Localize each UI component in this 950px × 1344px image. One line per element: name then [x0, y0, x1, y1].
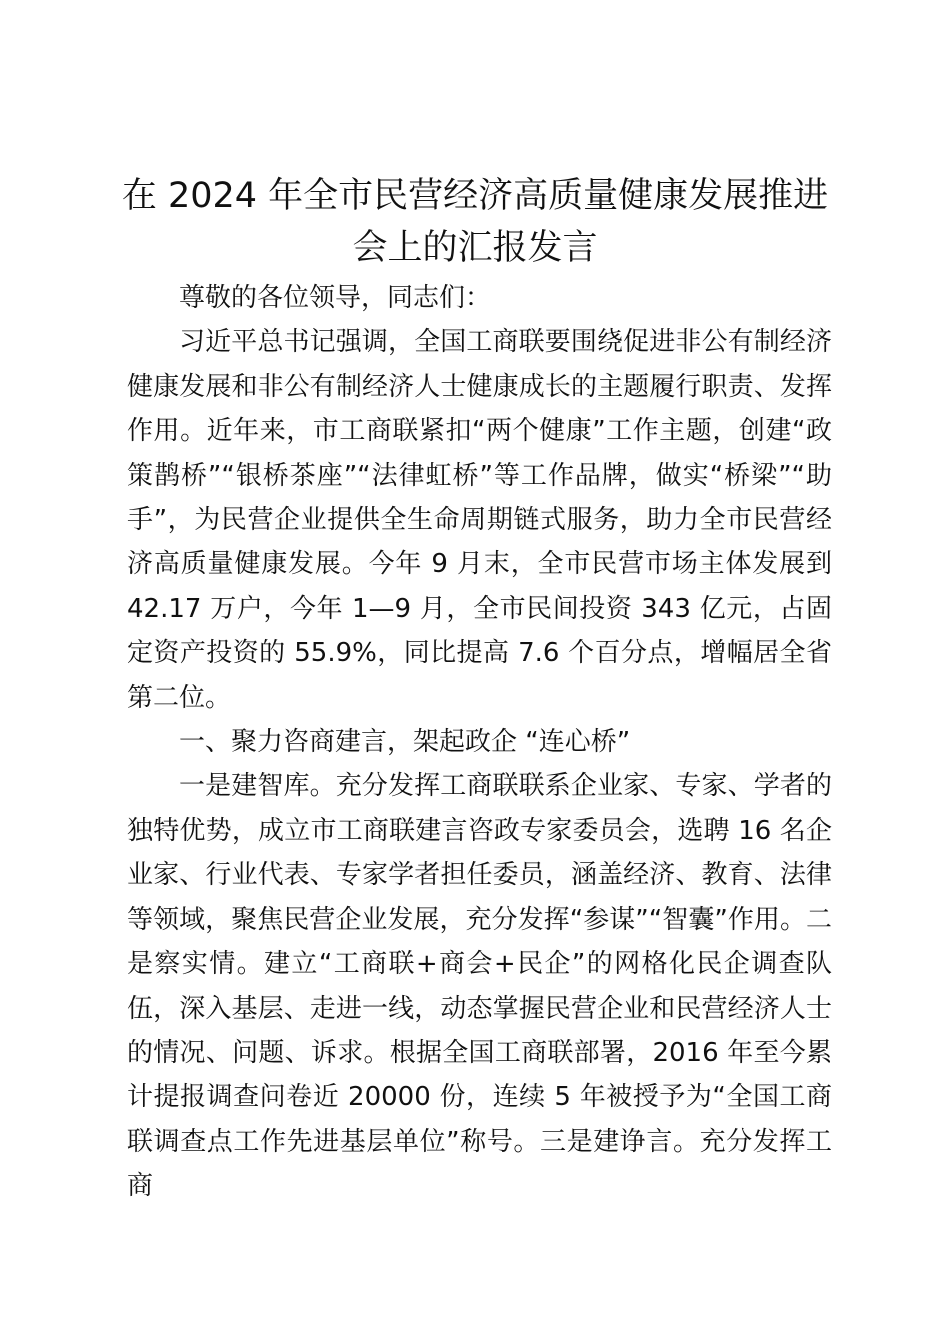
- document-body: [127, 276, 832, 1209]
- section-heading: 一、聚力咨商建言，架起政企 “连心桥”: [179, 727, 631, 758]
- section-one-paragraph: 一是建智库。充分发挥工商联联系企业家、专家、学者的独特优势，成立市工商联建言咨政专家委员会，选聘 16 名企业家、行业代表、专家学者担任委员，涵盖经济、教育、法律等领域，聚焦民营企业发展，充分发挥“参谋”“智囊”作用。二是察实情。建立“工商联+商会+民企”的网格化民企调查队伍，深入基层、走进一线，动态掌握民营企业和民营经济人士的情况、问题、诉求。根据全国工商联部署，2016 年至今累计提报调查问卷近 20000 份，连续 5 年被授予为“全国工商联调查点工作先进基层单位”称号。三是建诤言。充分发挥工商: [127, 771, 832, 1202]
- salutation-paragraph: 尊敬的各位领导，同志们：: [179, 283, 492, 313]
- document-title: 在 2024 年全市民营经济高质量健康发展推进会上的汇报发言: [121, 176, 829, 268]
- intro-paragraph: 习近平总书记强调，全国工商联要围绕促进非公有制经济健康发展和非公有制经济人士健康成长的主题履行职责、发挥作用。近年来，市工商联紧扣“两个健康”工作主题，创建“政策鹊桥”“银桥茶座”“法律虹桥”等工作品牌，做实“桥梁”“助手”，为民营企业提供全生命周期链式服务，助力全市民营经济高质量健康发展。今年 9 月末，全市民营市场主体发展到 42.17 万户，今年 1—9 月，全市民间投资 343 亿元，占固定资产投资的 55.9%，同比提高 7.6 个百分点，增幅居全省第二位。: [127, 327, 832, 713]
